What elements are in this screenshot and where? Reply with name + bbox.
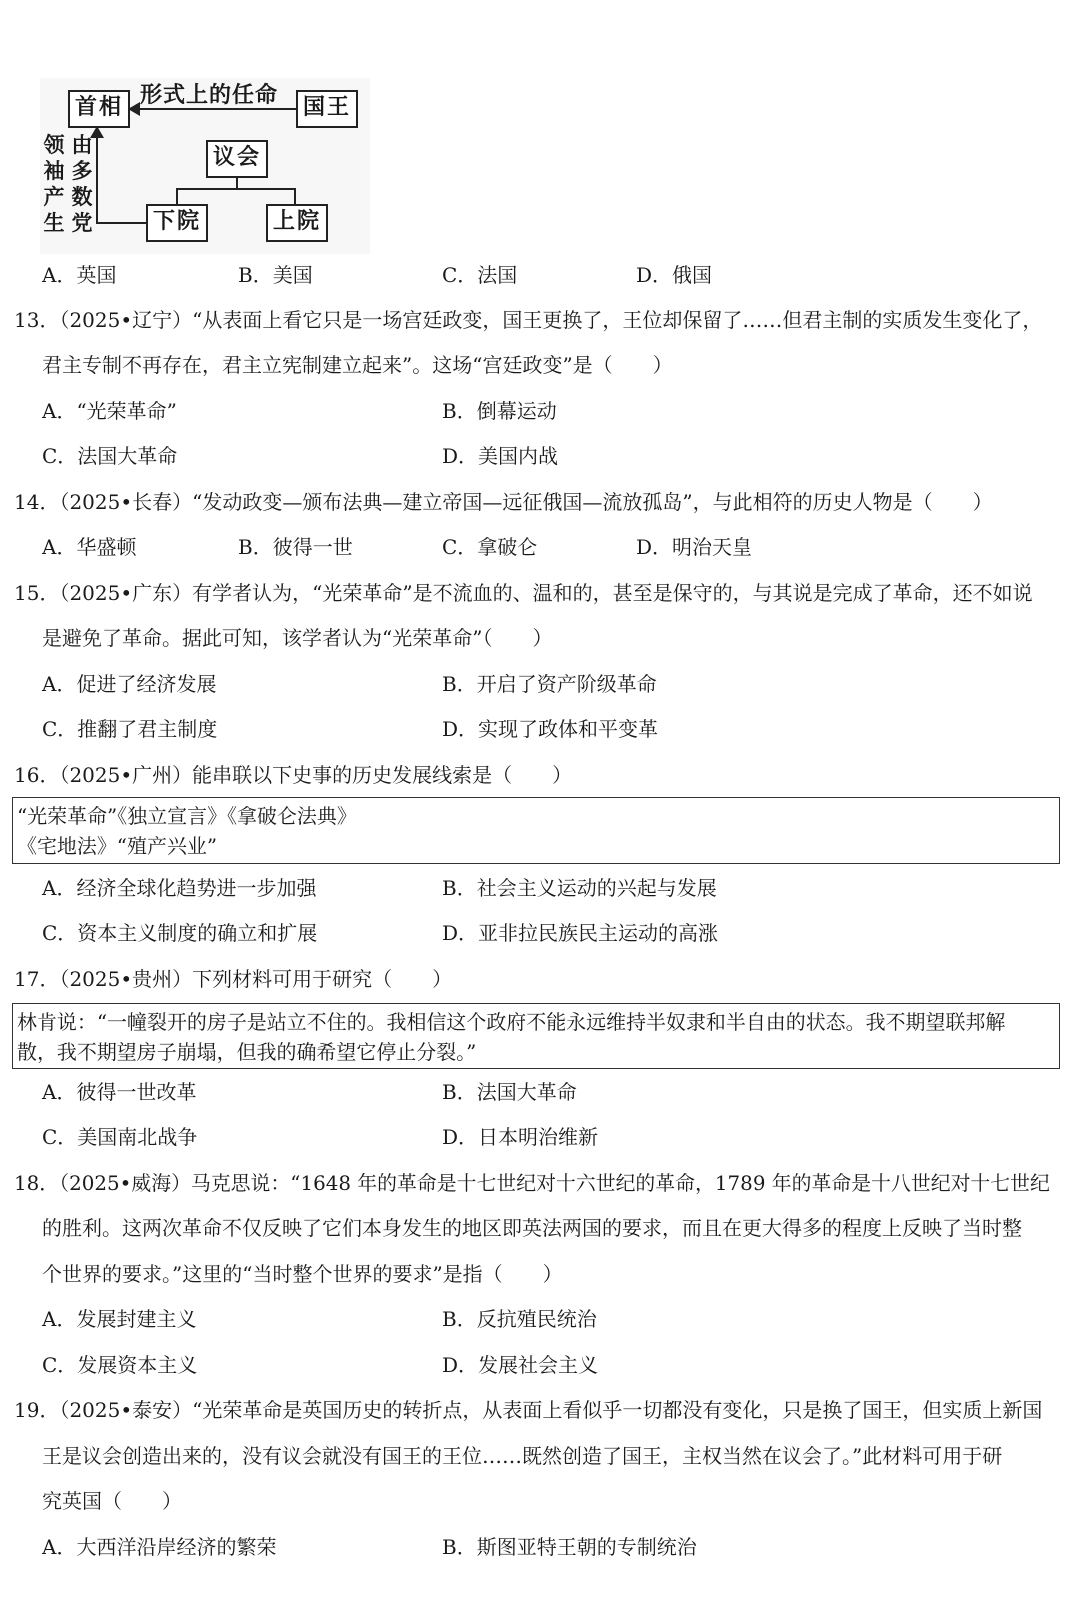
prime-minister-box: 首相 <box>68 90 130 128</box>
q15-option-c[interactable]: C．推翻了君主制度 <box>42 717 218 741</box>
q16-stem-line1: 16．（2025•广州）能串联以下史事的历史发展线索是（ ） <box>14 763 573 787</box>
q18-option-b[interactable]: B．反抗殖民统治 <box>442 1307 597 1331</box>
q19-stem-line3: 究英国（ ） <box>42 1489 182 1513</box>
q15-option-d[interactable]: D．实现了政体和平变革 <box>442 717 659 741</box>
q17-option-c[interactable]: C．美国南北战争 <box>42 1125 198 1149</box>
upper-house-box: 上院 <box>266 204 328 242</box>
q13-stem-line1: 13．（2025•辽宁）“从表面上看它只是一场宫廷政变，国王更换了，王位却保留了……但君主制的实质发生变化了， <box>14 308 1043 332</box>
q16-material-line2: 《宅地法》“殖产兴业” <box>17 834 218 858</box>
q12-option-d[interactable]: D．俄国 <box>636 263 713 287</box>
q14-option-d[interactable]: D．明治天皇 <box>636 535 753 559</box>
q16-option-c[interactable]: C．资本主义制度的确立和扩展 <box>42 921 318 945</box>
q17-stem-line1: 17．（2025•贵州）下列材料可用于研究（ ） <box>14 967 453 991</box>
q12-option-b[interactable]: B．美国 <box>238 263 313 287</box>
lower-house-box: 下院 <box>146 204 208 242</box>
q16-option-d[interactable]: D．亚非拉民族民主运动的高涨 <box>442 921 719 945</box>
q14-option-b[interactable]: B．彼得一世 <box>238 535 353 559</box>
q17-option-b[interactable]: B．法国大革命 <box>442 1080 577 1104</box>
arrow-label: 形式上的任命 <box>140 83 279 108</box>
q15-stem-line1: 15．（2025•广东）有学者认为，“光荣革命”是不流血的、温和的，甚至是保守的，与其说是完成了革命，还不如说 <box>14 581 1033 605</box>
q14-option-a[interactable]: A．华盛顿 <box>42 535 137 559</box>
appointment-arrow-line <box>132 108 296 110</box>
q13-option-a[interactable]: A．“光荣革命” <box>42 399 177 423</box>
q16-option-a[interactable]: A．经济全球化趋势进一步加强 <box>42 876 317 900</box>
q15-option-b[interactable]: B．开启了资产阶级革命 <box>442 672 657 696</box>
q18-stem-line1: 18．（2025•威海）马克思说：“1648 年的革命是十七世纪对十六世纪的革命，1789 年的革命是十八世纪对十七世纪 <box>14 1171 1050 1195</box>
king-box: 国王 <box>296 90 358 128</box>
q12-option-c[interactable]: C．法国 <box>442 263 518 287</box>
q19-stem-line2: 王是议会创造出来的，没有议会就没有国王的王位……既然创造了国王，主权当然在议会了。”此材料可用于研 <box>42 1444 1003 1468</box>
q18-option-d[interactable]: D．发展社会主义 <box>442 1353 599 1377</box>
q18-option-a[interactable]: A．发展封建主义 <box>42 1307 197 1331</box>
q13-stem-line2: 君主专制不再存在，君主立宪制建立起来”。这场“宫廷政变”是（ ） <box>42 353 673 377</box>
q14-stem-line1: 14．（2025•长春）“发动政变—颁布法典—建立帝国—远征俄国—流放孤岛”，与此相符的历史人物是（ ） <box>14 490 993 514</box>
q18-option-c[interactable]: C．发展资本主义 <box>42 1353 198 1377</box>
q13-option-c[interactable]: C．法国大革命 <box>42 444 178 468</box>
q15-option-a[interactable]: A．促进了经济发展 <box>42 672 217 696</box>
q17-option-a[interactable]: A．彼得一世改革 <box>42 1080 197 1104</box>
majority-arrow-base <box>96 222 146 224</box>
arrow-head-left-icon <box>128 102 140 116</box>
q16-option-b[interactable]: B．社会主义运动的兴起与发展 <box>442 876 717 900</box>
parliament-box: 议会 <box>206 140 268 178</box>
q17-material-line2: 散，我不期望房子崩塌，但我的确希望它停止分裂。” <box>17 1040 477 1064</box>
q17-material-line1: 林肯说：“一幢裂开的房子是站立不住的。我相信这个政府不能永远维持半奴隶和半自由的状态。我不期望联邦解 <box>17 1010 1006 1034</box>
q15-stem-line2: 是避免了革命。据此可知，该学者认为“光荣革命”（ ） <box>42 626 553 650</box>
side-label-left: 领袖产生 <box>43 133 65 235</box>
q17-material-box <box>12 1003 1060 1069</box>
q18-stem-line3: 个世界的要求。”这里的“当时整个世界的要求”是指（ ） <box>42 1262 563 1286</box>
majority-arrow-line <box>96 136 98 224</box>
side-label-right: 由多数党 <box>71 133 93 235</box>
political-structure-diagram <box>40 78 370 254</box>
q17-option-d[interactable]: D．日本明治维新 <box>442 1125 599 1149</box>
q13-option-d[interactable]: D．美国内战 <box>442 444 559 468</box>
q16-material-line1: “光荣革命”《独立宣言》《拿破仑法典》 <box>17 804 357 828</box>
q13-option-b[interactable]: B．倒幕运动 <box>442 399 557 423</box>
q14-option-c[interactable]: C．拿破仑 <box>442 535 538 559</box>
q12-option-a[interactable]: A．英国 <box>42 263 117 287</box>
q19-option-a[interactable]: A．大西洋沿岸经济的繁荣 <box>42 1535 277 1559</box>
q18-stem-line2: 的胜利。这两次革命不仅反映了它们本身发生的地区即英法两国的要求，而且在更大得多的程度上反映了当时整 <box>42 1216 1022 1240</box>
q19-option-b[interactable]: B．斯图亚特王朝的专制统治 <box>442 1535 697 1559</box>
q19-stem-line1: 19．（2025•泰安）“光荣革命是英国历史的转折点，从表面上看似乎一切都没有变化，只是换了国王，但实质上新国 <box>14 1398 1043 1422</box>
tree-branch <box>176 188 296 190</box>
q16-material-box <box>12 797 1060 864</box>
